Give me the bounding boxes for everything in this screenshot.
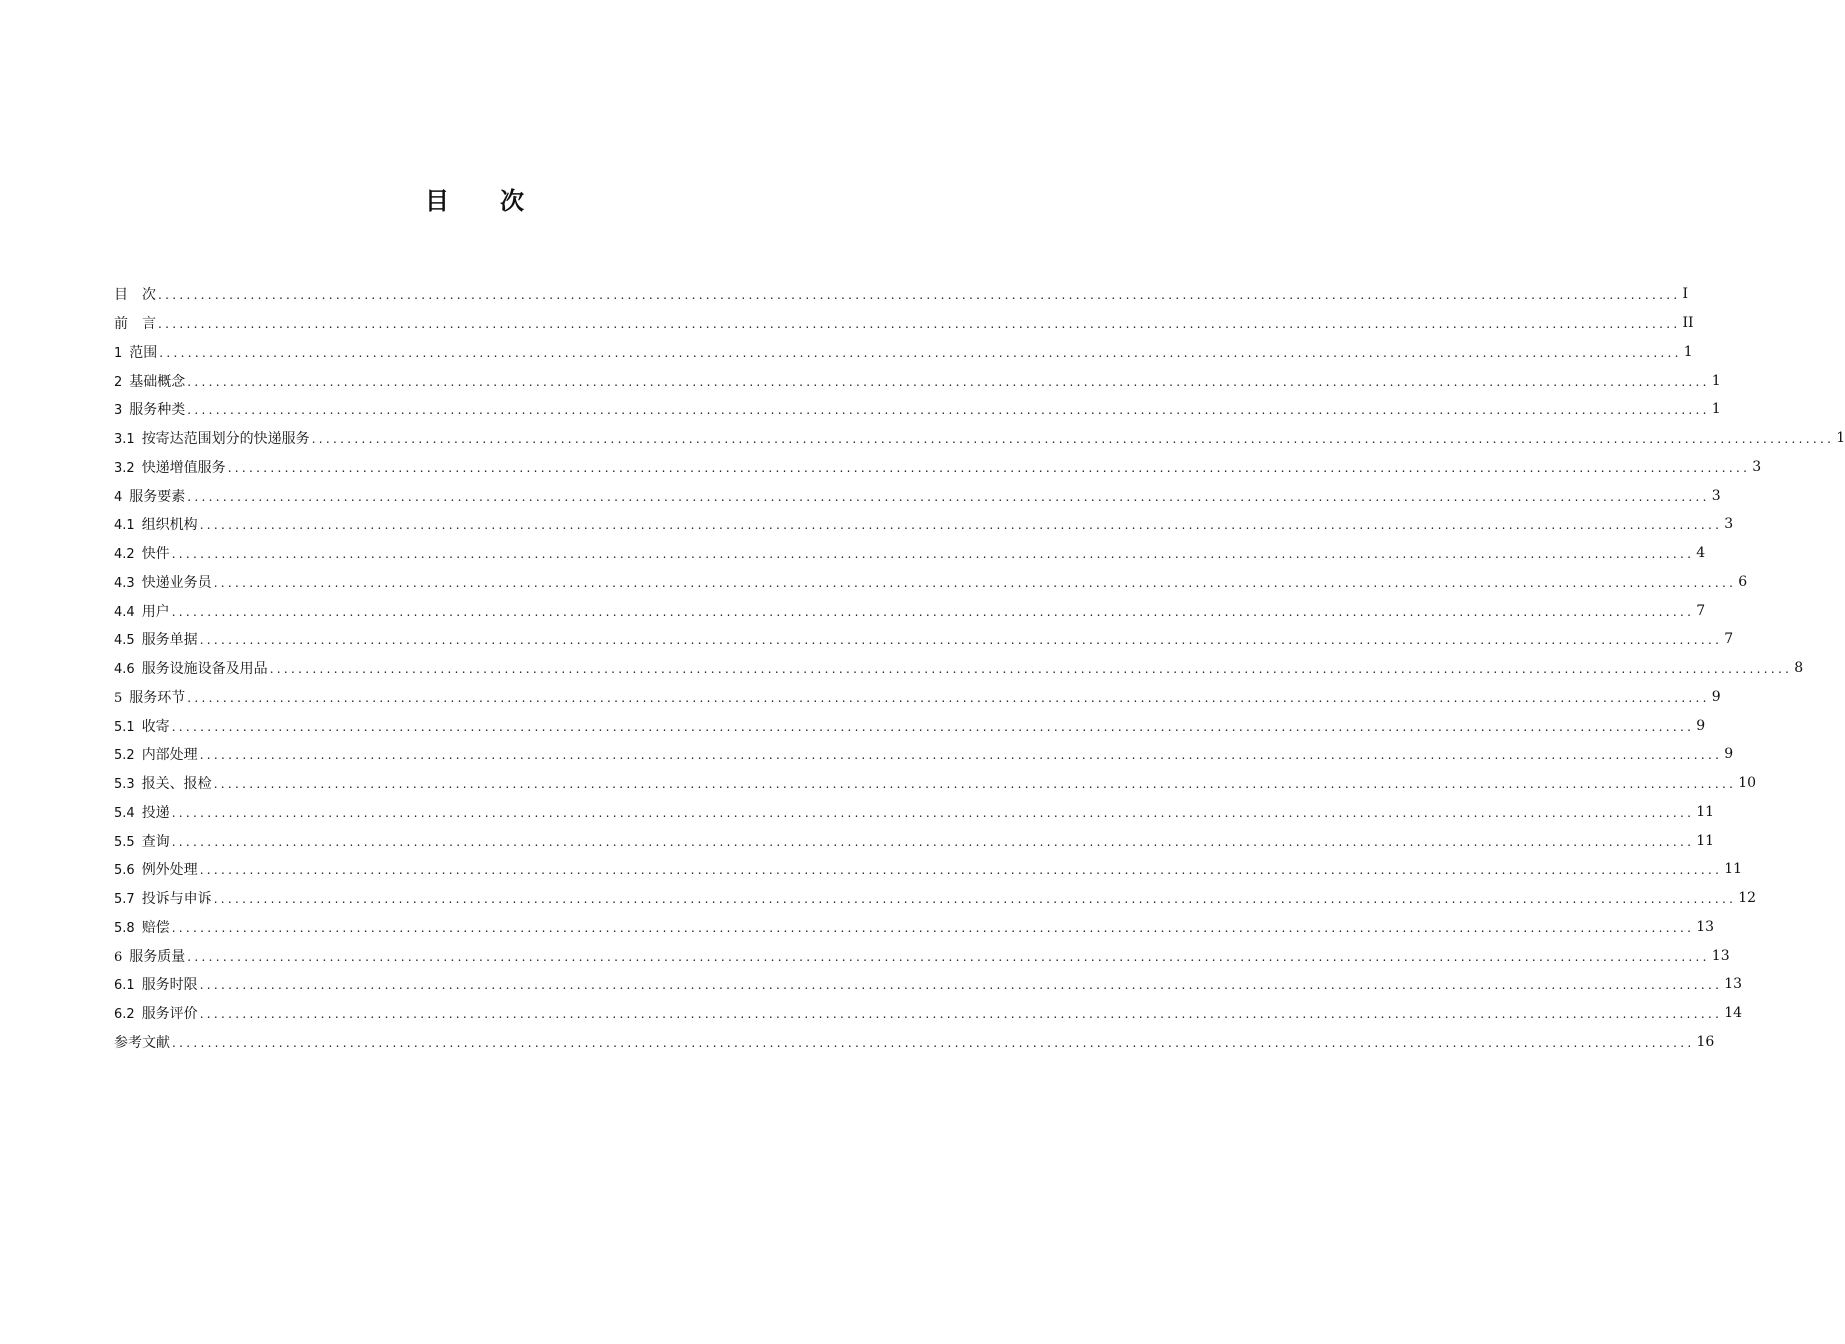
toc-entry[interactable] (114, 539, 1706, 568)
toc-leader-dots: ...................................................................................................................................................................................................................... (227, 460, 1751, 475)
toc-entry-number: 5.1 (114, 719, 135, 735)
toc-entry-page: 10 (1738, 775, 1757, 792)
toc-entry-number: 3.1 (114, 432, 135, 448)
toc-entry-label (114, 514, 199, 534)
toc-entry[interactable] (114, 366, 1721, 395)
toc-entry[interactable] (114, 970, 1743, 999)
toc-entry-number: 5.4 (114, 805, 135, 821)
toc-leader-dots: ...................................................................................................................................................................................................................... (187, 690, 1710, 705)
toc-leader-dots: ...................................................................................................................................................................................................................... (171, 604, 1695, 619)
toc-entry[interactable] (114, 453, 1762, 482)
toc-entry[interactable] (114, 884, 1757, 913)
toc-entry-page: 13 (1696, 918, 1715, 935)
toc-entry[interactable] (114, 683, 1721, 712)
toc-entry-label (114, 1003, 199, 1023)
toc-entry-label (114, 457, 227, 477)
toc-entry-page: 3 (1724, 516, 1734, 533)
toc-entry[interactable] (114, 481, 1721, 510)
toc-entry[interactable] (114, 740, 1734, 769)
toc-entry-label (114, 687, 186, 707)
toc-entry-label (114, 658, 269, 678)
toc-entry-text: 基础概念 (129, 373, 186, 390)
toc-entry-number: 6.2 (114, 1007, 135, 1023)
toc-entry-number: 4.3 (114, 575, 135, 591)
toc-entry[interactable] (114, 280, 1689, 309)
toc-leader-dots: ...................................................................................................................................................................................................................... (171, 547, 1695, 562)
toc-entry-number: 4.6 (114, 662, 135, 678)
toc-entry-page: 9 (1696, 717, 1706, 734)
toc-entry-label (114, 313, 157, 333)
toc-entry[interactable] (114, 941, 1730, 970)
toc-entry-page: 9 (1711, 688, 1721, 705)
toc-entry-text: 服务环节 (129, 689, 186, 706)
toc-entry-page: 4 (1696, 545, 1706, 562)
toc-entry[interactable] (114, 596, 1706, 625)
toc-leader-dots: ...................................................................................................................................................................................................................... (159, 345, 1682, 360)
toc-entry-label (114, 572, 213, 592)
toc-entry-label (114, 974, 199, 994)
toc-entry-label (114, 831, 171, 851)
toc-leader-dots: ...................................................................................................................................................................................................................... (187, 949, 1710, 964)
toc-entry-page: 11 (1724, 861, 1743, 878)
toc-leader-dots: ...................................................................................................................................................................................................................... (199, 978, 1723, 993)
table-of-contents (114, 280, 1845, 1056)
toc-entry-page: II (1682, 315, 1694, 332)
toc-entry-text: 报关、报检 (141, 776, 212, 793)
toc-entry[interactable] (114, 654, 1804, 683)
toc-entry-label (114, 629, 199, 649)
toc-entry-text: 服务时限 (141, 977, 198, 994)
toc-entry-page: 16 (1696, 1033, 1715, 1050)
toc-entry-label (114, 486, 186, 506)
toc-leader-dots: ...................................................................................................................................................................................................................... (158, 317, 1681, 332)
toc-entry-text: 按寄达范围划分的快递服务 (141, 431, 310, 448)
toc-entry-number: 6.1 (114, 978, 135, 994)
toc-entry[interactable] (114, 999, 1743, 1028)
toc-entry-text: 服务评价 (141, 1006, 198, 1023)
toc-entry-number: 5.8 (114, 920, 135, 936)
toc-entry-text: 目 次 (114, 287, 156, 304)
toc-entry-number: 3.2 (114, 460, 135, 476)
toc-entry-label (114, 744, 199, 764)
toc-entry-number: 1 (114, 345, 123, 361)
toc-entry[interactable] (114, 798, 1715, 827)
toc-entry-page: 6 (1738, 573, 1748, 590)
toc-entry-page: 1 (1836, 430, 1845, 447)
toc-leader-dots: ...................................................................................................................................................................................................................... (269, 662, 1793, 677)
toc-entry-page: 1 (1711, 401, 1721, 418)
toc-entry-page: 3 (1752, 458, 1762, 475)
toc-entry-number: 4.1 (114, 518, 135, 534)
toc-entry-text: 组织机构 (141, 517, 198, 534)
toc-entry-number: 5.6 (114, 863, 135, 879)
toc-entry-text: 服务设施设备及用品 (141, 661, 268, 678)
toc-entry-label (114, 399, 186, 419)
toc-leader-dots: ...................................................................................................................................................................................................................... (199, 633, 1723, 648)
toc-entry-label (114, 371, 186, 391)
toc-entry-label (114, 428, 311, 448)
toc-entry-number: 5.5 (114, 834, 135, 850)
toc-entry[interactable] (114, 568, 1748, 597)
toc-entry-number: 4 (114, 489, 123, 505)
toc-entry-text: 投诉与申诉 (141, 891, 212, 908)
toc-entry-text: 收寄 (141, 718, 170, 735)
toc-entry-label (114, 888, 213, 908)
toc-leader-dots: ...................................................................................................................................................................................................................... (158, 288, 1681, 303)
toc-leader-dots: ...................................................................................................................................................................................................................... (213, 575, 1737, 590)
toc-entry[interactable] (114, 395, 1721, 424)
toc-leader-dots: ...................................................................................................................................................................................................................... (199, 518, 1723, 533)
toc-entry[interactable] (114, 826, 1715, 855)
toc-entry-page: 13 (1724, 976, 1743, 993)
toc-entry-text: 例外处理 (141, 862, 198, 879)
toc-leader-dots: ...................................................................................................................................................................................................................... (187, 489, 1710, 504)
toc-entry-label (114, 601, 171, 621)
toc-entry-text: 前 言 (114, 316, 156, 333)
toc-entry-page: 11 (1696, 803, 1715, 820)
toc-entry-label (114, 917, 171, 937)
toc-entry-number: 4.2 (114, 547, 135, 563)
toc-entry-page: 12 (1738, 890, 1757, 907)
toc-leader-dots: ...................................................................................................................................................................................................................... (311, 432, 1835, 447)
toc-entry-page: 11 (1696, 832, 1715, 849)
toc-entry[interactable] (114, 1028, 1715, 1057)
toc-entry[interactable] (114, 769, 1757, 798)
toc-entry[interactable] (114, 338, 1693, 367)
toc-entry[interactable] (114, 913, 1715, 942)
toc-entry-number: 4.5 (114, 633, 135, 649)
toc-leader-dots: ...................................................................................................................................................................................................................... (171, 805, 1695, 820)
toc-entry-page: 13 (1711, 947, 1730, 964)
toc-leader-dots: ...................................................................................................................................................................................................................... (213, 892, 1737, 907)
toc-entry-label (114, 802, 171, 822)
toc-leader-dots: ...................................................................................................................................................................................................................... (199, 863, 1723, 878)
toc-leader-dots: ...................................................................................................................................................................................................................... (213, 777, 1737, 792)
toc-entry-page: 9 (1724, 746, 1734, 763)
toc-entry-number: 5.3 (114, 777, 135, 793)
toc-leader-dots: ...................................................................................................................................................................................................................... (187, 403, 1710, 418)
toc-entry-page: 1 (1711, 372, 1721, 389)
toc-entry-number: 5.7 (114, 892, 135, 908)
toc-entry-number: 6 (114, 949, 123, 965)
toc-leader-dots: ...................................................................................................................................................................................................................... (172, 1035, 1695, 1050)
toc-entry-text: 快递业务员 (141, 574, 212, 591)
toc-entry-label (114, 342, 158, 362)
toc-leader-dots: ...................................................................................................................................................................................................................... (171, 719, 1695, 734)
toc-entry-text: 投递 (141, 804, 170, 821)
toc-entry-text: 范围 (129, 344, 158, 361)
toc-entry-text: 服务种类 (129, 402, 186, 419)
toc-entry[interactable] (114, 309, 1694, 338)
toc-leader-dots: ...................................................................................................................................................................................................................... (171, 920, 1695, 935)
toc-entry-label (114, 716, 171, 736)
toc-entry-text: 服务要素 (129, 488, 186, 505)
toc-leader-dots: ...................................................................................................................................................................................................................... (187, 374, 1710, 389)
toc-leader-dots: ...................................................................................................................................................................................................................... (171, 834, 1695, 849)
toc-entry[interactable] (114, 855, 1743, 884)
toc-entry[interactable] (114, 424, 1845, 453)
toc-entry-label (114, 859, 199, 879)
toc-entry-page: 14 (1724, 1005, 1743, 1022)
toc-entry-label (114, 543, 171, 563)
toc-entry-number: 4.4 (114, 604, 135, 620)
toc-entry-text: 内部处理 (141, 747, 198, 764)
toc-entry[interactable] (114, 711, 1706, 740)
toc-entry-page: 7 (1724, 631, 1734, 648)
toc-entry-text: 快递增值服务 (141, 459, 226, 476)
toc-entry-text: 参考文献 (114, 1034, 170, 1051)
page-title: 目 次 (425, 187, 525, 215)
toc-entry-label (114, 284, 157, 304)
toc-entry-number: 2 (114, 374, 123, 390)
toc-entry-text: 用户 (141, 603, 170, 620)
toc-entry[interactable] (114, 510, 1734, 539)
toc-entry-page: I (1682, 286, 1689, 303)
toc-entry-label (114, 946, 186, 966)
toc-entry-text: 赔偿 (141, 919, 170, 936)
toc-entry-text: 服务质量 (129, 948, 186, 965)
toc-entry-number: 5.2 (114, 748, 135, 764)
toc-leader-dots: ...................................................................................................................................................................................................................... (199, 1007, 1723, 1022)
toc-entry-label (114, 773, 213, 793)
toc-entry-number: 5 (114, 690, 123, 706)
toc-entry-page: 7 (1696, 602, 1706, 619)
toc-entry-page: 3 (1711, 487, 1721, 504)
toc-entry-text: 服务单据 (141, 632, 198, 649)
toc-entry-page: 1 (1683, 343, 1693, 360)
toc-entry-label (114, 1032, 171, 1052)
toc-entry-number: 3 (114, 403, 123, 419)
toc-entry-text: 快件 (141, 546, 170, 563)
toc-leader-dots: ...................................................................................................................................................................................................................... (199, 748, 1723, 763)
toc-entry-page: 8 (1794, 660, 1804, 677)
toc-entry-text: 查询 (141, 833, 170, 850)
toc-entry[interactable] (114, 625, 1734, 654)
